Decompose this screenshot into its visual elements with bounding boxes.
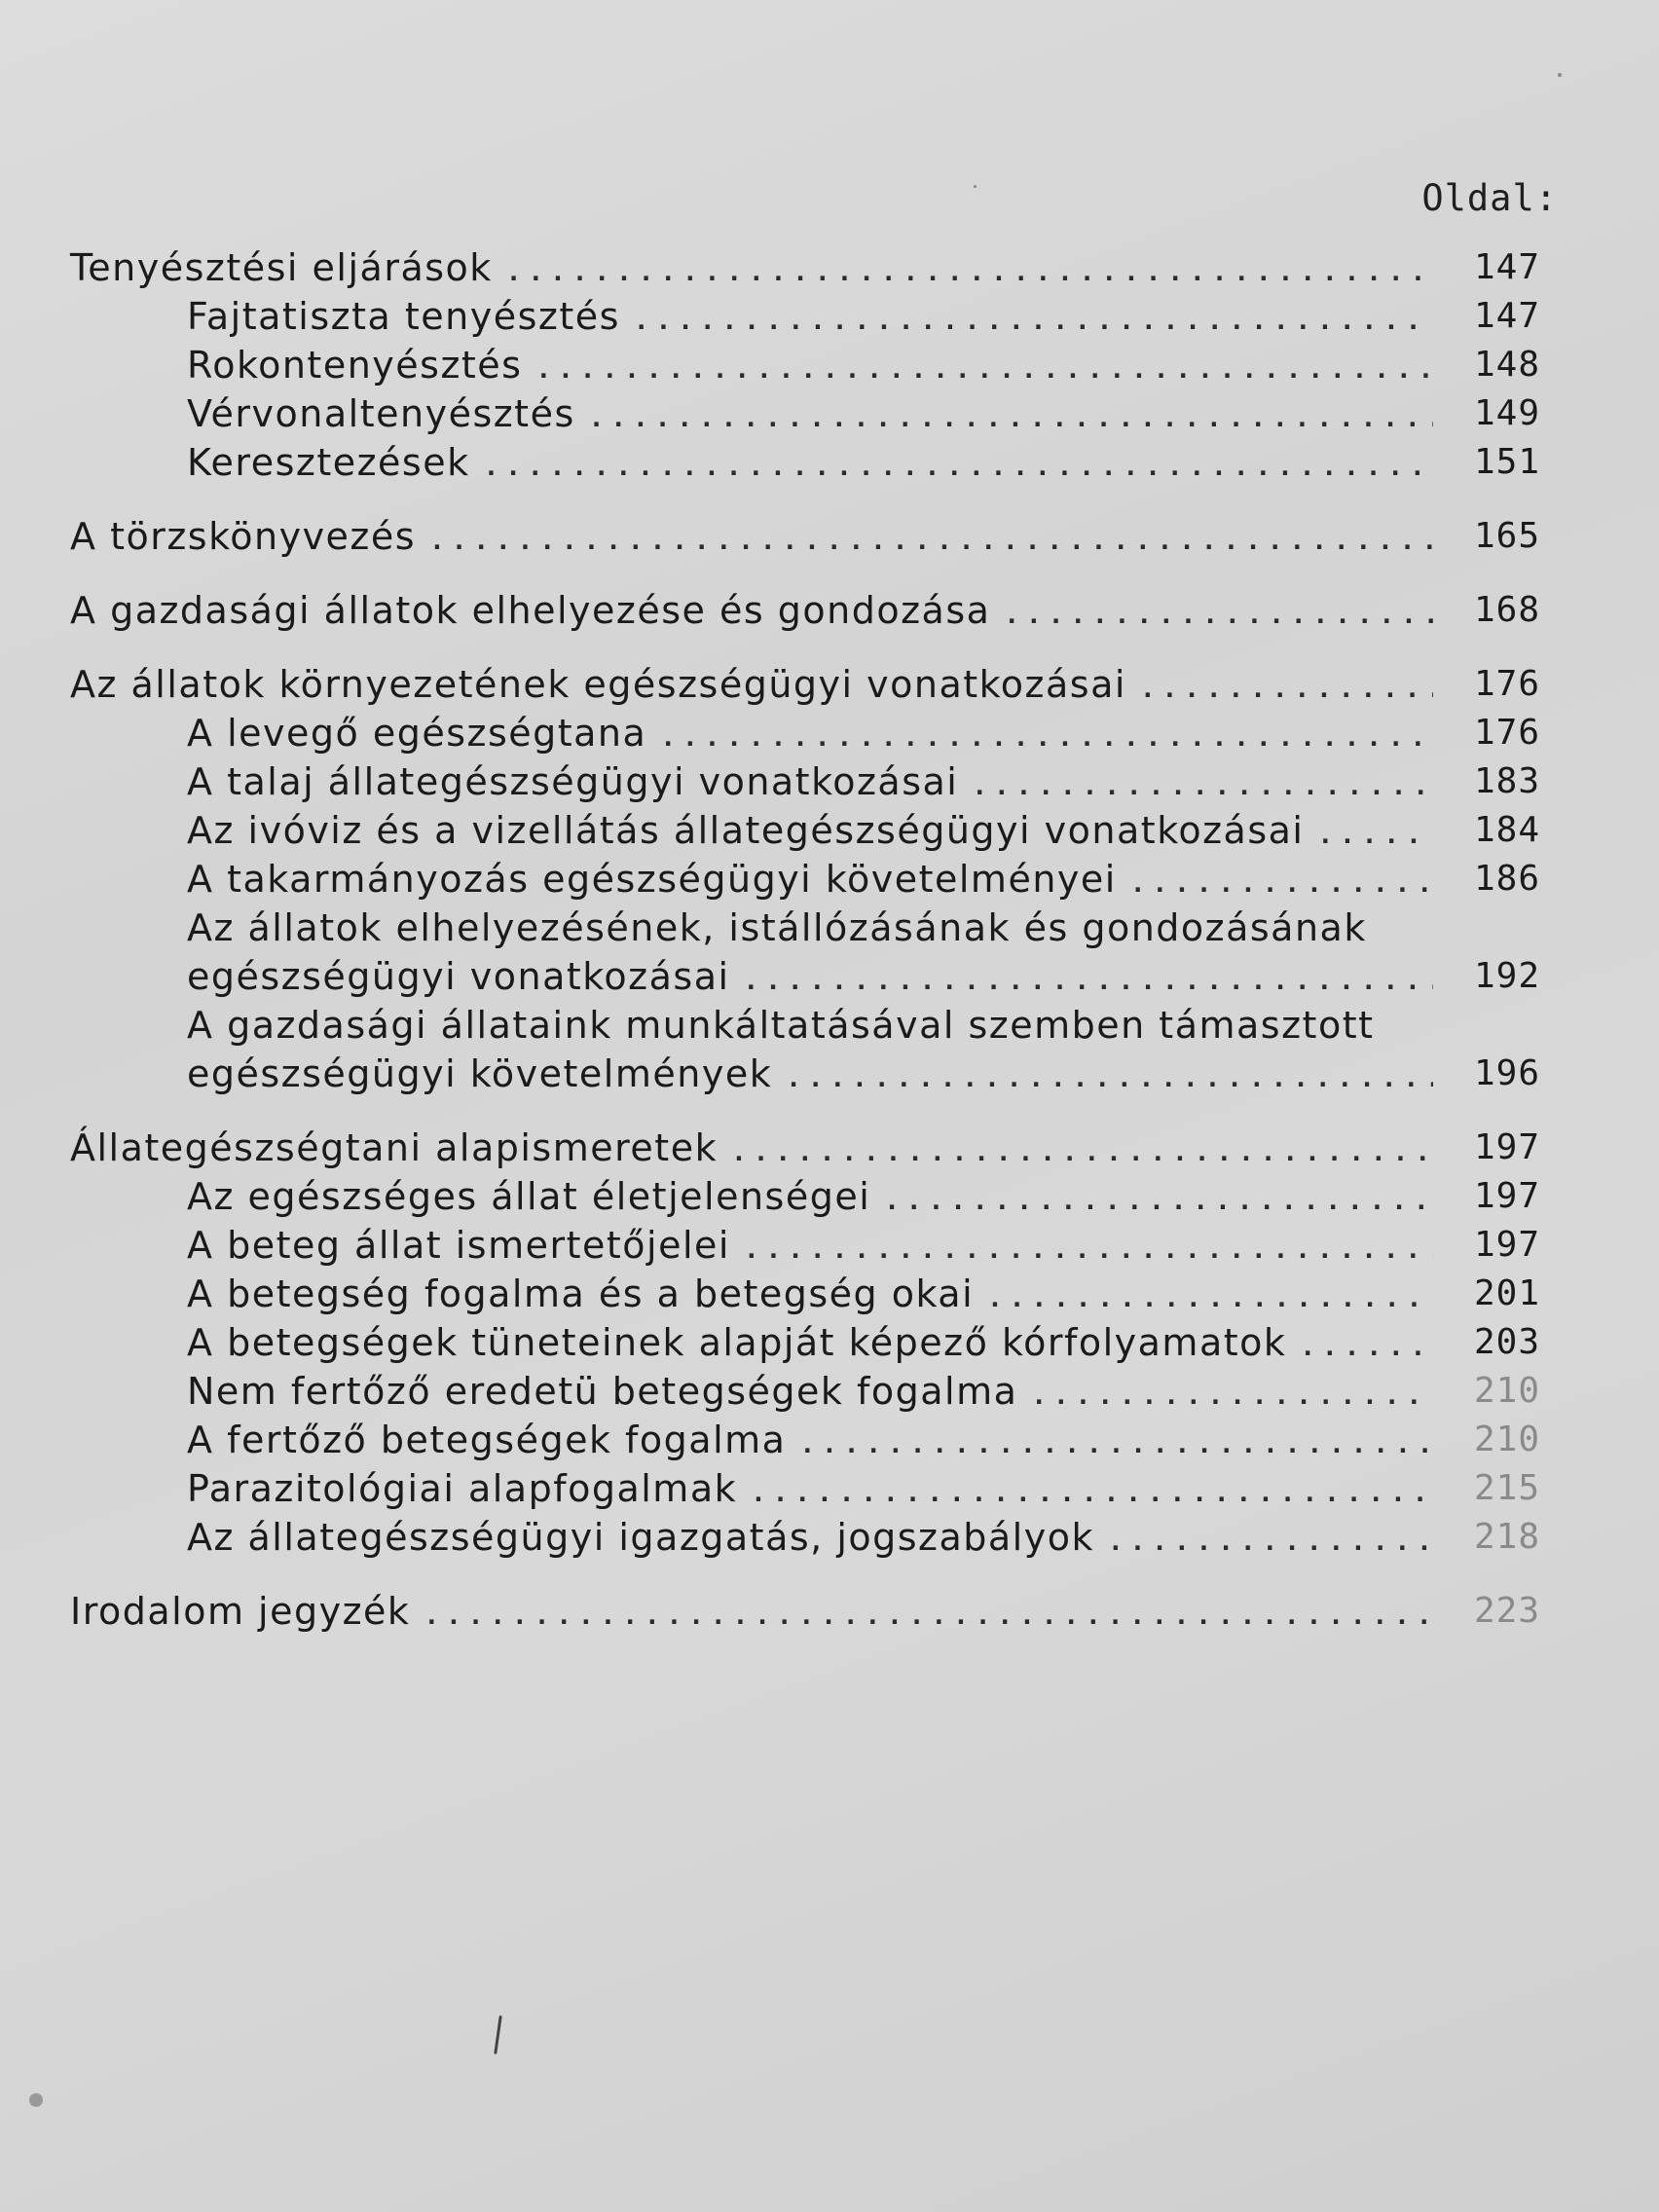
dot-leader	[786, 1059, 1433, 1098]
entry-page-number: 218	[1473, 1517, 1540, 1557]
toc-entry	[70, 243, 1540, 292]
dot-leader	[535, 350, 1433, 389]
toc-entry	[70, 1587, 1540, 1636]
entry-title: A takarmányozás egészségügyi követelményei	[187, 858, 1117, 901]
dot-leader	[660, 719, 1433, 757]
toc-section	[70, 1587, 1540, 1636]
entry-page-number: 210	[1473, 1419, 1540, 1459]
dot-leader	[884, 1182, 1433, 1221]
entry-title: A gazdasági állatok elhelyezése és gondozása	[70, 589, 991, 632]
toc-section	[70, 586, 1540, 635]
entry-title: A betegségek tüneteinek alapját képező kórfolyamatok	[187, 1321, 1287, 1364]
dot-leader	[972, 767, 1433, 806]
toc-subentry	[70, 438, 1540, 487]
toc-subentry	[70, 1464, 1540, 1513]
dot-leader	[589, 399, 1433, 438]
toc-entry	[70, 586, 1540, 635]
entry-page-number: 176	[1473, 713, 1540, 753]
toc-subentry	[70, 757, 1540, 806]
entry-title: Az egészséges állat életjelenségei	[187, 1175, 871, 1218]
toc-entry	[70, 660, 1540, 709]
entry-title-line2: egészségügyi vonatkozásai	[187, 955, 730, 998]
entry-page-number: 168	[1473, 590, 1540, 630]
dot-leader	[1317, 816, 1433, 855]
dot-leader	[424, 1597, 1433, 1636]
entry-title: Irodalom jegyzék	[70, 1590, 411, 1633]
dot-leader	[744, 1231, 1433, 1270]
table-of-contents	[70, 243, 1540, 1661]
toc-entry	[70, 1124, 1540, 1172]
entry-title: A levegő egészségtana	[187, 712, 647, 755]
paper-speck	[974, 185, 977, 188]
dot-leader	[751, 1474, 1433, 1513]
entry-title: A fertőző betegségek fogalma	[187, 1419, 787, 1461]
dot-leader	[1031, 1377, 1433, 1416]
entry-title: Állategészségtani alapismeretek	[70, 1126, 719, 1169]
entry-page-number: 215	[1473, 1468, 1540, 1508]
toc-section	[70, 243, 1540, 487]
entry-title: A betegség fogalma és a betegség okai	[187, 1272, 975, 1315]
entry-title: A talaj állategészségügyi vonatkozásai	[187, 760, 959, 803]
entry-title: Az ivóviz és a vizellátás állategészségügyi vonatkozásai	[187, 809, 1305, 852]
page-column-label: Oldal:	[1421, 177, 1558, 219]
toc-subentry	[70, 1416, 1540, 1464]
entry-page-number: 223	[1473, 1591, 1540, 1631]
entry-page-number: 165	[1473, 516, 1540, 556]
dot-leader	[799, 1425, 1433, 1464]
dot-leader	[1300, 1328, 1433, 1367]
entry-page-number: 197	[1473, 1127, 1540, 1167]
dot-leader	[429, 522, 1433, 561]
toc-subentry	[70, 855, 1540, 903]
entry-page-number: 210	[1473, 1371, 1540, 1411]
entry-title-line1: A gazdasági állataink munkáltatásával szemben támasztott	[187, 1004, 1375, 1047]
toc-subentry	[70, 1221, 1540, 1270]
dot-leader	[1140, 670, 1433, 709]
entry-title-line1: Az állatok elhelyezésének, istállózásának és gondozásának	[187, 906, 1367, 949]
entry-page-number: 197	[1473, 1176, 1540, 1216]
toc-subentry	[70, 806, 1540, 855]
toc-subentry	[70, 1270, 1540, 1318]
paper-speck	[1558, 73, 1562, 77]
entry-page-number: 149	[1473, 393, 1540, 433]
toc-section	[70, 1124, 1540, 1562]
toc-subentry	[70, 1318, 1540, 1367]
toc-subentry-continuation	[70, 1050, 1540, 1098]
toc-subentry	[70, 709, 1540, 757]
dot-leader	[731, 1133, 1433, 1172]
dot-leader	[1130, 865, 1433, 903]
entry-page-number: 148	[1473, 345, 1540, 385]
entry-title-line2: egészségügyi követelmények	[187, 1052, 773, 1095]
toc-subentry	[70, 1367, 1540, 1416]
entry-title: Vérvonaltenyésztés	[187, 392, 575, 435]
entry-page-number: 197	[1473, 1225, 1540, 1265]
entry-page-number: 186	[1473, 859, 1540, 899]
entry-page-number: 151	[1473, 442, 1540, 482]
entry-title: A törzskönyvezés	[70, 515, 417, 558]
toc-subentry	[70, 341, 1540, 389]
dot-leader	[1108, 1523, 1433, 1562]
entry-page-number: 192	[1473, 956, 1540, 996]
dot-leader	[634, 302, 1433, 341]
entry-title: Parazitológiai alapfogalmak	[187, 1467, 738, 1510]
toc-section	[70, 512, 1540, 561]
entry-page-number: 147	[1473, 296, 1540, 336]
dot-leader	[987, 1279, 1433, 1318]
entry-title: Nem fertőző eredetü betegségek fogalma	[187, 1370, 1018, 1413]
toc-subentry	[70, 292, 1540, 341]
entry-title: Tenyésztési eljárások	[70, 246, 493, 289]
paper-speck	[29, 2093, 43, 2107]
toc-subentry	[70, 1172, 1540, 1221]
dot-leader	[1004, 596, 1433, 635]
entry-page-number: 183	[1473, 761, 1540, 801]
entry-title: Az állatok környezetének egészségügyi vonatkozásai	[70, 663, 1126, 706]
entry-page-number: 203	[1473, 1322, 1540, 1362]
entry-title: Keresztezések	[187, 441, 470, 484]
entry-page-number: 201	[1473, 1273, 1540, 1313]
toc-section	[70, 660, 1540, 1098]
toc-subentry-continuation	[70, 952, 1540, 1001]
toc-entry	[70, 512, 1540, 561]
entry-page-number: 176	[1473, 664, 1540, 704]
entry-title: Fajtatiszta tenyésztés	[187, 295, 620, 338]
entry-title: A beteg állat ismertetőjelei	[187, 1224, 730, 1267]
entry-page-number: 147	[1473, 247, 1540, 287]
entry-title: Rokontenyésztés	[187, 344, 523, 387]
dot-leader	[744, 962, 1433, 1001]
dot-leader	[506, 253, 1433, 292]
entry-page-number: 184	[1473, 810, 1540, 850]
dot-leader	[484, 448, 1433, 487]
entry-title: Az állategészségügyi igazgatás, jogszabályok	[187, 1516, 1094, 1559]
toc-subentry	[70, 389, 1540, 438]
entry-page-number: 196	[1473, 1053, 1540, 1093]
paper-speck	[494, 2015, 502, 2054]
toc-subentry	[70, 1513, 1540, 1562]
